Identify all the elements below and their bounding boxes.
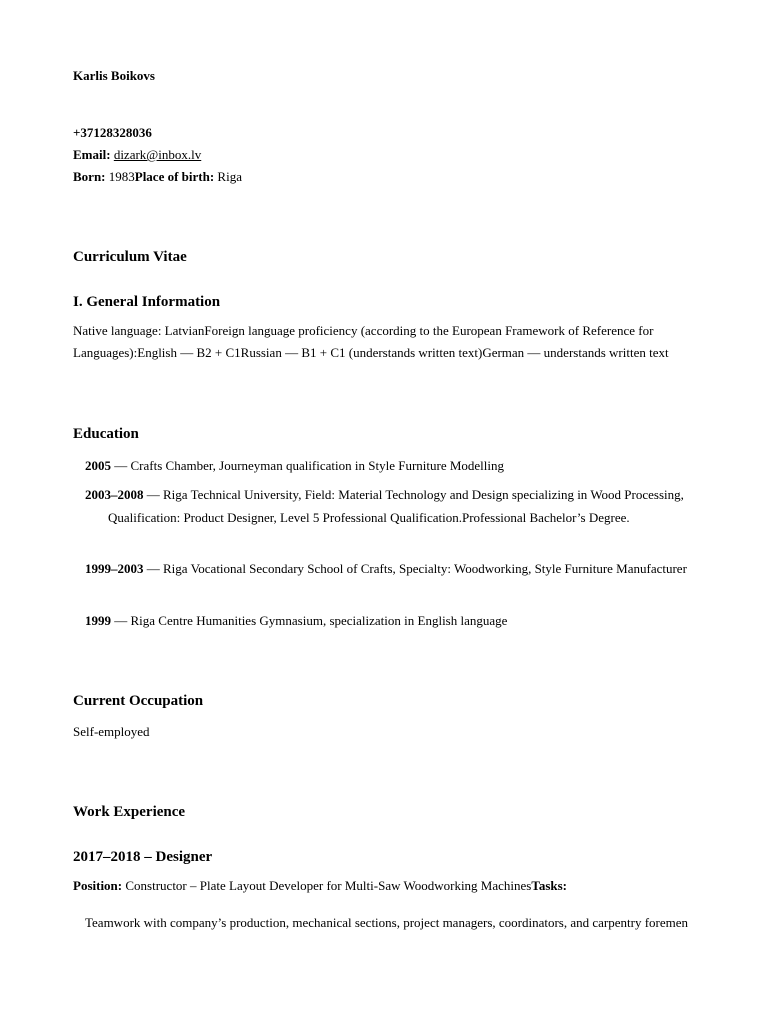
education-item: [85, 609, 708, 632]
born-year: 1983: [108, 169, 135, 184]
education-heading: Education: [73, 426, 139, 442]
birthplace-value: Riga: [217, 169, 242, 184]
email-link[interactable]: dizark@inbox.lv: [113, 147, 202, 162]
tasks-label: Tasks:: [531, 878, 568, 893]
education-years: 1999: [85, 613, 111, 628]
position-label: Position:: [73, 878, 123, 893]
person-name: Karlis Boikovs: [73, 68, 155, 83]
education-years: 2005: [85, 458, 111, 473]
occupation-heading: Current Occupation: [73, 693, 204, 709]
position-value: Constructor – Plate Layout Developer for Multi-Saw Woodworking Machines: [122, 878, 532, 893]
languages-paragraph: Native language: LatvianForeign language proficiency (according to the European Framework of Reference for Languages):English — B2 + C1Russian — B1 + C1 (understands written text)German — understands written text: [73, 323, 669, 360]
task-item: Teamwork with company’s production, mechanical sections, project managers, coordinators, and carpentry foremen: [85, 915, 689, 930]
education-item: [85, 454, 708, 477]
education-item: [85, 557, 708, 580]
email-line: [73, 144, 708, 166]
education-text: — Riga Vocational Secondary School of Crafts, Specialty: Woodworking, Style Furniture Manufacturer: [143, 561, 687, 576]
born-label: Born:: [73, 169, 106, 184]
education-years: 1999–2003: [85, 561, 144, 576]
education-item: [85, 483, 708, 529]
occupation-text: Self-employed: [73, 724, 150, 739]
cv-heading: Curriculum Vitae: [73, 249, 187, 265]
general-info-heading: I. General Information: [73, 294, 221, 310]
education-years: 2003–2008: [85, 487, 144, 502]
position-line: [73, 875, 703, 897]
phone-number: +37128328036: [73, 125, 152, 140]
job-heading: 2017–2018 – Designer: [73, 849, 213, 865]
education-text: — Riga Technical University, Field: Material Technology and Design specializing in Wood Processing, Qualification: Product Designer, Level 5 Professional Qualification.Professional Bachelor’s Degree.: [108, 487, 684, 525]
education-text: — Riga Centre Humanities Gymnasium, specialization in English language: [111, 613, 508, 628]
email-label: Email:: [73, 147, 111, 162]
education-text: — Crafts Chamber, Journeyman qualification in Style Furniture Modelling: [111, 458, 505, 473]
birthplace-label: Place of birth:: [134, 169, 215, 184]
birth-line: [73, 166, 708, 188]
work-experience-heading: Work Experience: [73, 804, 186, 820]
